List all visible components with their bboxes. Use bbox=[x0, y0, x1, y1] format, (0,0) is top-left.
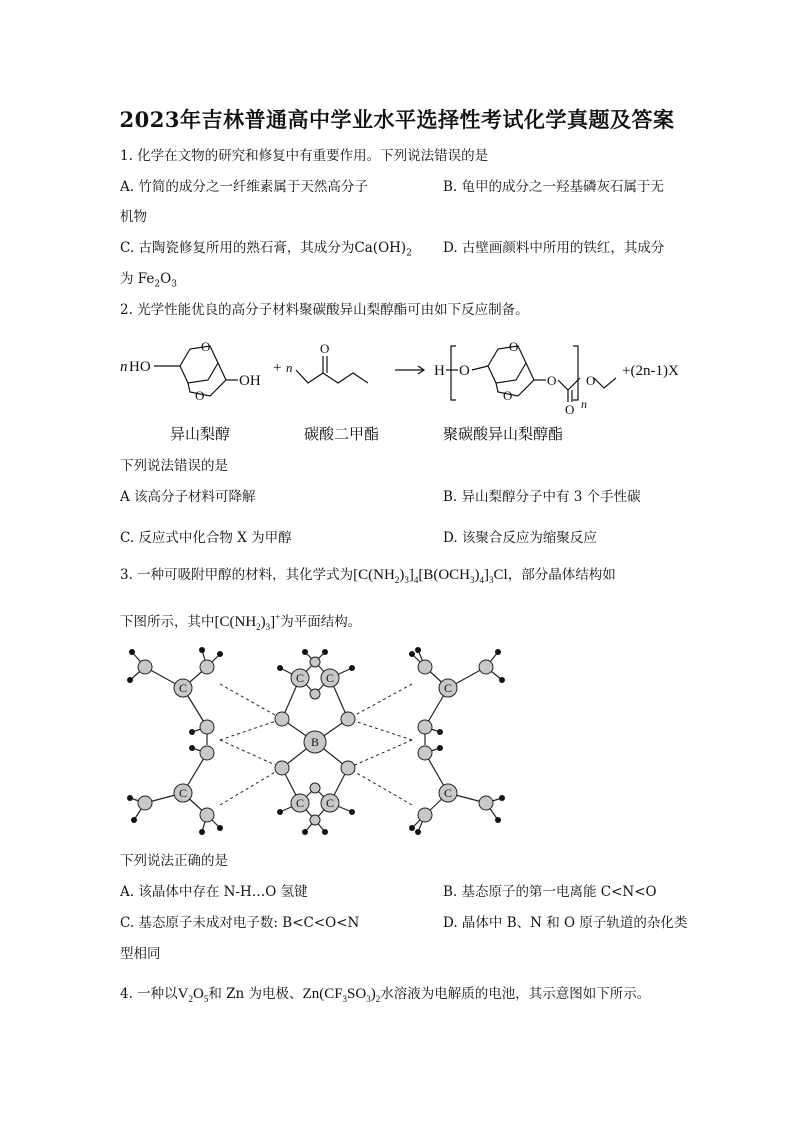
label-dimethyl-carbonate: 碳酸二甲酯 bbox=[304, 425, 380, 443]
q1-option-d: D. 古壁画颜料中所用的铁红，其成分 bbox=[443, 240, 665, 256]
q4-v: V bbox=[177, 986, 189, 1002]
q4-v-o: O bbox=[193, 986, 204, 1002]
q2-option-d: D. 该聚合反应为缩聚反应 bbox=[443, 530, 597, 546]
q1-option-d-continued bbox=[120, 270, 177, 294]
q4-zn-sub3: 2 bbox=[375, 994, 381, 1004]
label-c-3: C bbox=[295, 671, 305, 685]
q3-option-c: C. 基态原子未成对电子数: B<C<O<N bbox=[120, 915, 360, 931]
q3-option-a: A. 该晶体中存在 N-H…O 氢键 bbox=[120, 884, 308, 900]
label-b: B bbox=[310, 735, 320, 749]
q4-stem-c: 水溶液为电解质的电池，其示意图如下所示。 bbox=[380, 986, 651, 1002]
eq-tail: +(2n-1)X bbox=[622, 363, 679, 379]
q1-d-sub2: 3 bbox=[171, 279, 177, 290]
eq-n2: n bbox=[286, 360, 293, 375]
q3-f3-sub: 2 bbox=[256, 622, 261, 632]
q3-crystal-structure bbox=[120, 640, 510, 840]
q3-f2: [B(OCH bbox=[418, 567, 471, 583]
eq-h: H bbox=[434, 363, 445, 379]
page-title: 2023年吉林普通高中学业水平选择性考试化学真题及答案 bbox=[119, 107, 675, 132]
label-c-4: C bbox=[325, 671, 335, 685]
q1-d-o: O bbox=[160, 271, 172, 287]
q4-zn: Zn(CF bbox=[302, 986, 343, 1002]
q3-stem-line2 bbox=[120, 608, 361, 636]
q1-option-b: B. 龟甲的成分之一羟基磷灰石属于无 bbox=[443, 179, 665, 195]
q3-stem-c: 下图所示，其中 bbox=[120, 614, 215, 630]
label-polymer: 聚碳酸异山梨醇酯 bbox=[443, 425, 564, 443]
label-c-1: C bbox=[178, 681, 188, 695]
q3-cl: Cl bbox=[493, 567, 508, 583]
q2-prompt: 下列说法错误的是 bbox=[120, 458, 228, 474]
q4-zn-so: SO bbox=[347, 986, 367, 1002]
q3-f3-close2: ] bbox=[270, 614, 276, 630]
eq-n-sub: n bbox=[581, 397, 587, 411]
q3-stem-d: 为平面结构。 bbox=[280, 614, 362, 630]
q1-option-c-sub: 2 bbox=[406, 248, 412, 259]
eq-o-carbonyl2: O bbox=[565, 402, 575, 416]
q3-f2-sub3: 3 bbox=[489, 575, 494, 585]
label-c-7: C bbox=[443, 681, 453, 695]
q1-d-sub1: 2 bbox=[154, 279, 161, 290]
eq-o-left: O bbox=[459, 363, 470, 379]
q4-zn-sub: 3 bbox=[342, 994, 348, 1004]
q1-option-c bbox=[120, 239, 412, 263]
q3-option-b: B. 基态原子的第一电离能 C<N<O bbox=[443, 884, 657, 900]
q4-v-sub1: 2 bbox=[188, 994, 194, 1004]
eq-o-end: O bbox=[586, 373, 596, 388]
q3-f3-sup: + bbox=[275, 612, 281, 622]
q2-option-b: B. 异山梨醇分子中有 3 个手性碳 bbox=[443, 489, 641, 505]
q4-stem-a: 4. 一种以 bbox=[120, 986, 178, 1002]
eq-o-ring4: O bbox=[503, 388, 513, 403]
label-c-8: C bbox=[443, 786, 453, 800]
q1-d-text: 为 Fe bbox=[120, 271, 155, 287]
q3-stem-b: ，部分晶体结构如 bbox=[507, 567, 616, 583]
q2-option-c: C. 反应式中化合物 X 为甲醇 bbox=[120, 530, 292, 546]
q3-f1-close: ) bbox=[399, 567, 405, 583]
label-c-5: C bbox=[295, 796, 305, 810]
label-isosorbide: 异山梨醇 bbox=[170, 425, 231, 443]
q3-f2-close: ) bbox=[474, 567, 480, 583]
q3-f3-sub2: 3 bbox=[265, 622, 271, 632]
q3-stem-a: 3. 一种可吸附甲醇的材料，其化学式为 bbox=[120, 567, 354, 583]
q3-f1-sub2: 3 bbox=[404, 575, 409, 585]
isosorbide-right-ring bbox=[188, 363, 226, 396]
q3-f2-close2: ] bbox=[484, 567, 490, 583]
polymer-right-bracket bbox=[573, 346, 578, 400]
q3-f2-sub: 3 bbox=[470, 575, 475, 585]
q3-option-d: D. 晶体中 B、N 和 O 原子轨道的杂化类 bbox=[443, 915, 688, 931]
q4-stem bbox=[120, 985, 650, 1008]
q3-f3-close: ) bbox=[260, 614, 266, 630]
eq-o-carbonyl: O bbox=[320, 341, 330, 356]
eq-o-ring1: O bbox=[201, 339, 211, 354]
dimethyl-carbonate-chain bbox=[296, 370, 368, 383]
q2-stem: 2. 光学性能优良的高分子材料聚碳酸异山梨醇酯可由如下反应制备。 bbox=[120, 302, 529, 318]
q4-v-sub2: 5 bbox=[203, 994, 209, 1004]
q4-zn-close: ) bbox=[370, 986, 376, 1002]
q3-prompt: 下列说法正确的是 bbox=[120, 853, 228, 869]
eq-o-ring2: O bbox=[195, 388, 205, 403]
q4-zn-sub2: 3 bbox=[366, 994, 371, 1004]
q2-option-a: A 该高分子材料可降解 bbox=[120, 489, 256, 505]
label-c-6: C bbox=[325, 796, 335, 810]
q2-reaction-scheme bbox=[118, 328, 688, 416]
q1-option-b-continued: 机物 bbox=[120, 209, 147, 225]
eq-plus: + bbox=[273, 360, 282, 376]
eq-o-right: O bbox=[547, 373, 557, 388]
q4-stem-b: 和 Zn 为电极、 bbox=[208, 986, 303, 1002]
q3-f1-close2: ] bbox=[408, 567, 414, 583]
label-c-2: C bbox=[178, 786, 188, 800]
q3-f3: [C(NH bbox=[214, 614, 257, 630]
q1-option-c-text: C. 古陶瓷修复所用的熟石膏，其成分为Ca(OH) bbox=[120, 240, 407, 256]
isosorbide-left-ring bbox=[180, 346, 218, 383]
q1-stem: 1. 化学在文物的研究和修复中有重要作用。下列说法错误的是 bbox=[120, 148, 489, 164]
eq-o-ring3: O bbox=[509, 339, 519, 354]
q3-f2-sub2: 4 bbox=[479, 575, 485, 585]
q1-option-a: A. 竹简的成分之一纤维素属于天然高分子 bbox=[120, 179, 368, 195]
eq-oh: OH bbox=[239, 373, 261, 389]
q3-stem-line1 bbox=[120, 566, 616, 589]
q3-f1-sub: 2 bbox=[394, 575, 400, 585]
q3-f1-sub3: 4 bbox=[413, 575, 419, 585]
eq-ho: HO bbox=[129, 359, 151, 375]
q3-option-d-continued: 型相同 bbox=[120, 946, 161, 962]
eq-n1: n bbox=[120, 359, 128, 375]
polymer-left-bracket bbox=[451, 346, 456, 400]
q3-f1: [C(NH bbox=[353, 567, 395, 583]
